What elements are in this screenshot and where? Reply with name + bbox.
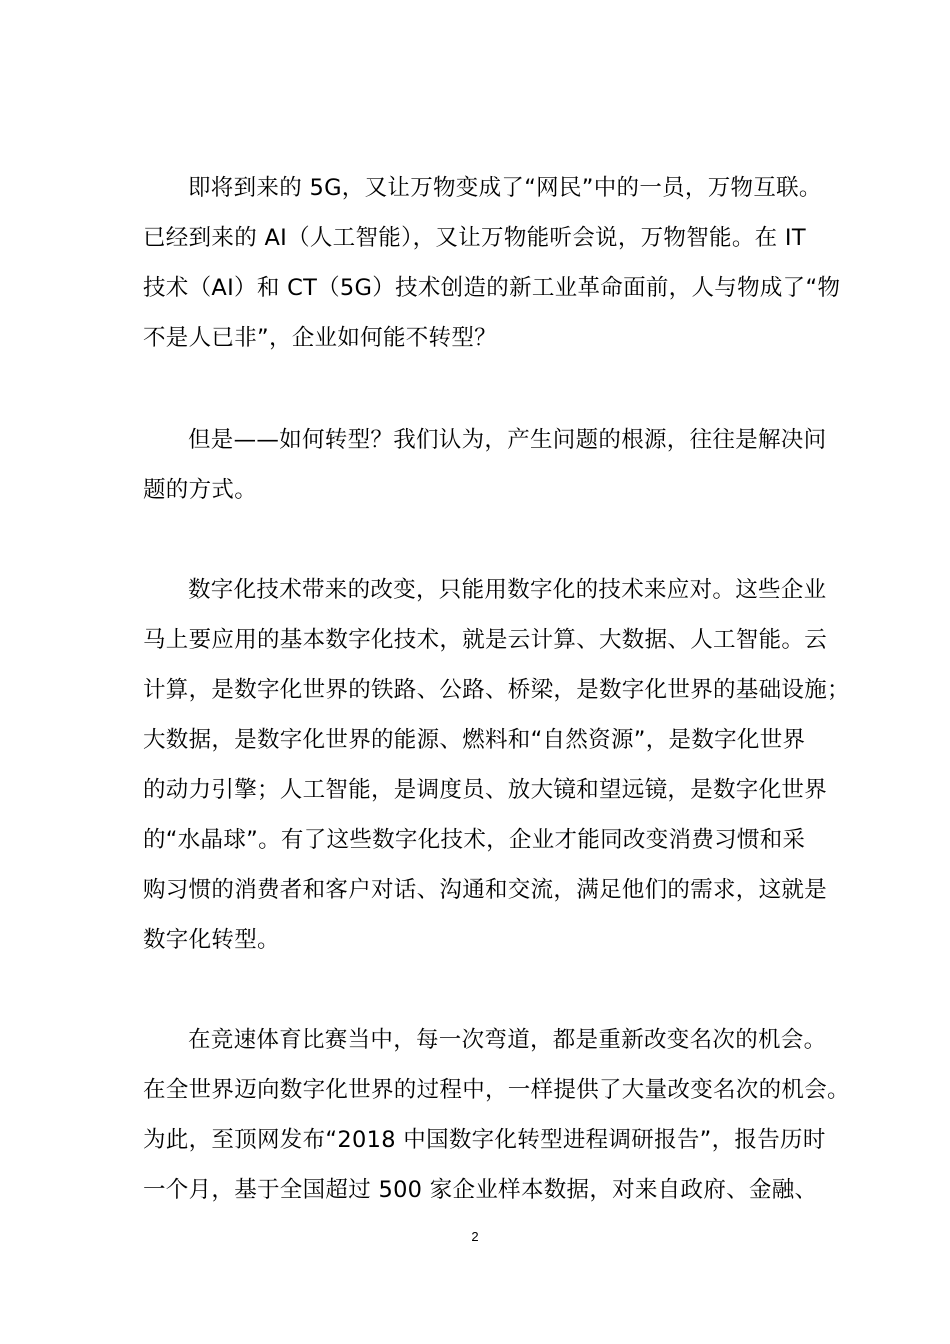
text-line: 已经到来的 AI（人工智能），又让万物能听会说，万物智能。在 IT	[143, 225, 806, 251]
text-line: 马上要应用的基本数字化技术，就是云计算、大数据、人工智能。云	[143, 627, 828, 653]
text-line: 的动力引擎；人工智能，是调度员、放大镜和望远镜，是数字化世界	[143, 777, 828, 803]
text-line: 数字化技术带来的改变，只能用数字化的技术来应对。这些企业	[188, 577, 827, 603]
text-line: 一个月，基于全国超过 500 家企业样本数据，对来自政府、金融、	[143, 1177, 818, 1203]
text-line: 大数据，是数字化世界的能源、燃料和“自然资源”，是数字化世界	[143, 727, 806, 753]
text-line: 购习惯的消费者和客户对话、沟通和交流，满足他们的需求，这就是	[143, 877, 828, 903]
text-line: 即将到来的 5G，又让万物变成了“网民”中的一员，万物互联。	[188, 175, 822, 201]
text-line: 不是人已非”，企业如何能不转型？	[143, 325, 497, 351]
text-line: 的“水晶球”。有了这些数字化技术，企业才能同改变消费习惯和采	[143, 827, 806, 853]
text-line: 计算，是数字化世界的铁路、公路、桥梁，是数字化世界的基础设施；	[143, 677, 850, 703]
page-number: 2	[471, 1229, 479, 1244]
text-line: 题的方式。	[143, 477, 258, 503]
text-line: 数字化转型。	[143, 927, 280, 953]
text-line: 为此，至顶网发布“2018 中国数字化转型进程调研报告”，报告历时	[143, 1127, 826, 1153]
text-line: 在竞速体育比赛当中，每一次弯道，都是重新改变名次的机会。	[188, 1027, 827, 1053]
text-line: 技术（AI）和 CT（5G）技术创造的新工业革命面前，人与物成了“物	[143, 275, 841, 301]
text-line: 但是——如何转型？我们认为，产生问题的根源，往往是解决问	[188, 427, 827, 453]
text-line: 在全世界迈向数字化世界的过程中，一样提供了大量改变名次的机会。	[143, 1077, 850, 1103]
